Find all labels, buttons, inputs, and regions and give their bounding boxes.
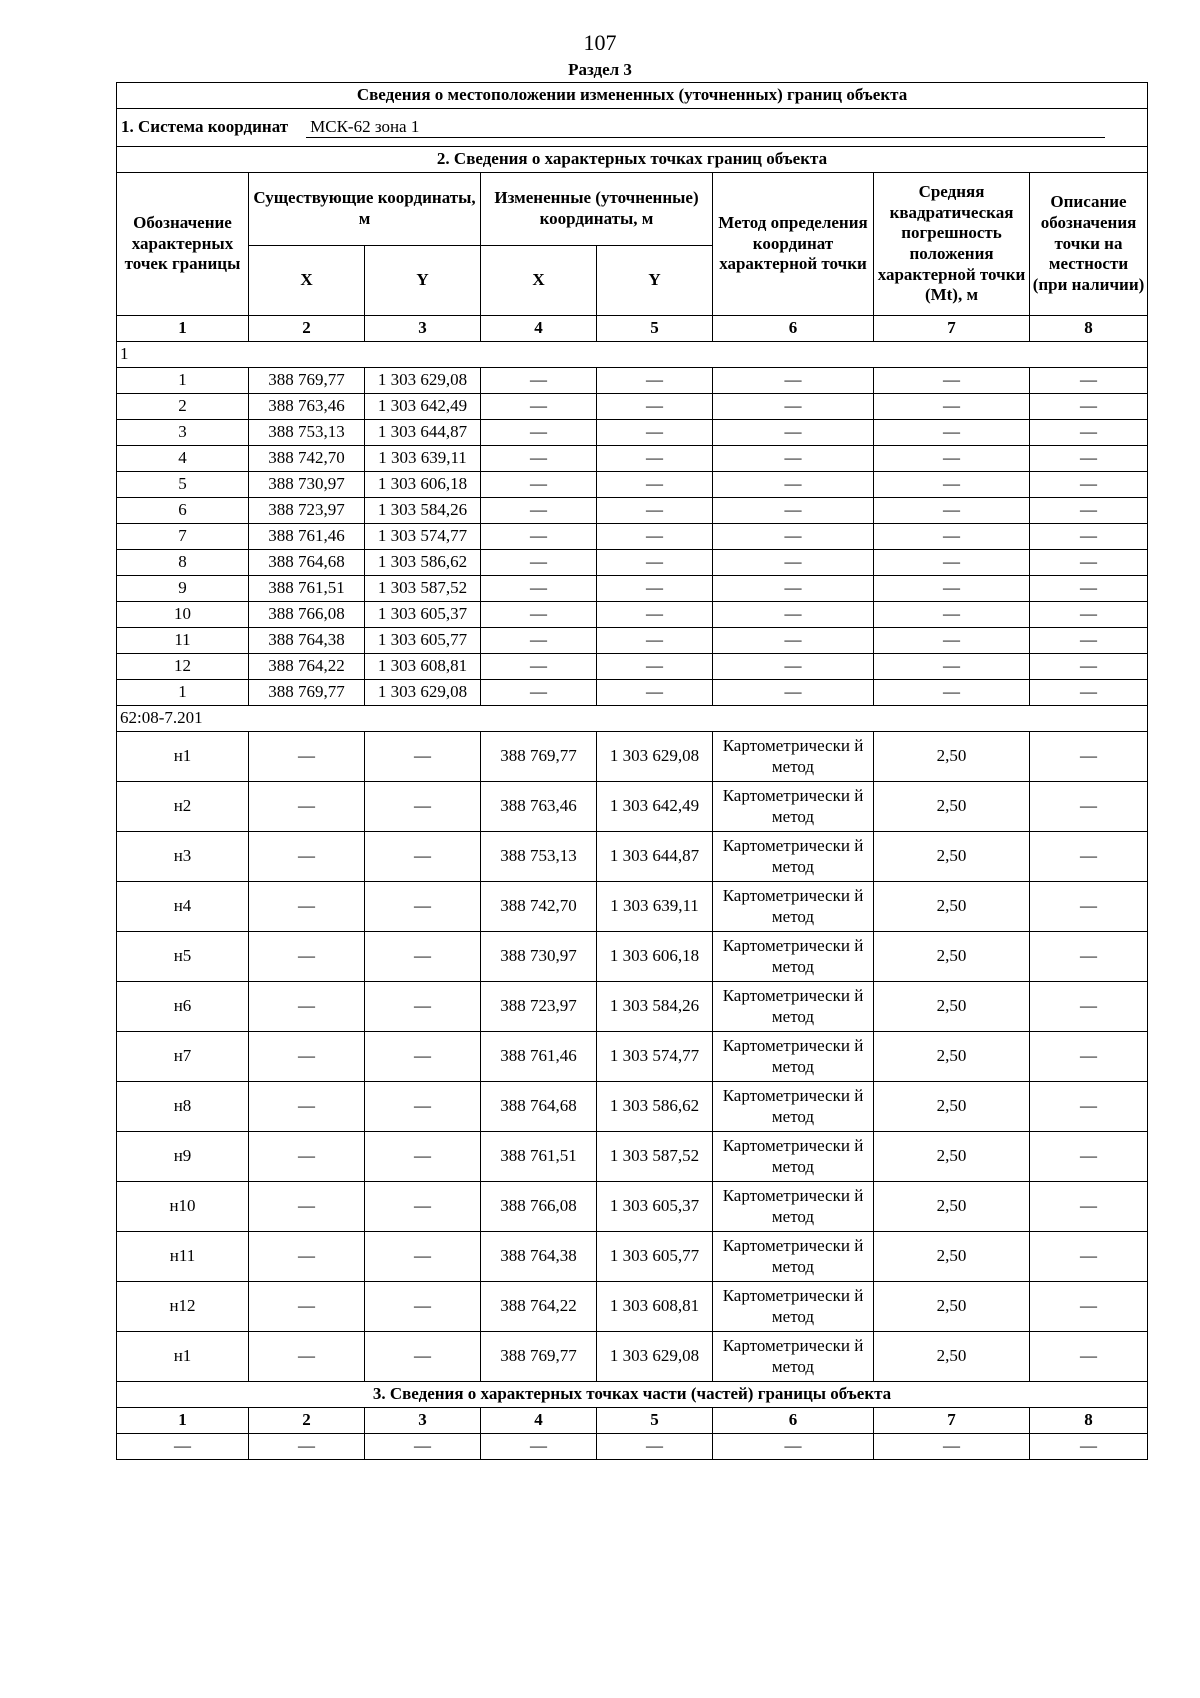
table-cell: Картометрически й метод — [713, 1182, 874, 1232]
table-cell: 388 764,68 — [249, 550, 365, 576]
table-cell: 1 303 605,37 — [597, 1182, 713, 1232]
table-cell: — — [365, 832, 481, 882]
table-cell: — — [874, 628, 1030, 654]
table-cell: — — [365, 1332, 481, 1382]
table-cell: 2,50 — [874, 832, 1030, 882]
table-cell: Картометрически й метод — [713, 1282, 874, 1332]
table-cell: — — [481, 420, 597, 446]
table-cell: н2 — [117, 782, 249, 832]
boundary-table — [116, 82, 1148, 1460]
table-cell: 388 753,13 — [249, 420, 365, 446]
column-number-cell: 5 — [597, 316, 713, 342]
table-cell: — — [713, 628, 874, 654]
column-number-cell: 6 — [713, 1408, 874, 1434]
table-cell: 388 723,97 — [481, 982, 597, 1032]
table-cell: — — [597, 394, 713, 420]
table-cell: 1 303 644,87 — [365, 420, 481, 446]
table-cell: — — [365, 1282, 481, 1332]
table-row — [117, 576, 1148, 602]
header-changed-x: X — [481, 246, 597, 316]
table-cell: — — [874, 498, 1030, 524]
table-cell: — — [249, 832, 365, 882]
table-cell: — — [713, 602, 874, 628]
table-cell: — — [365, 1032, 481, 1082]
table-cell: 388 761,51 — [481, 1132, 597, 1182]
table-cell: 388 761,51 — [249, 576, 365, 602]
table-cell: — — [597, 550, 713, 576]
table-cell: 388 730,97 — [249, 472, 365, 498]
table-cell: 388 761,46 — [249, 524, 365, 550]
table-cell: — — [1030, 1082, 1148, 1132]
table-cell: 2,50 — [874, 1182, 1030, 1232]
table-cell: — — [1030, 446, 1148, 472]
table-cell: — — [1030, 524, 1148, 550]
table-row — [117, 1232, 1148, 1282]
table-row — [117, 524, 1148, 550]
header-method: Метод определения координат характерной точки — [713, 173, 874, 316]
table-cell: — — [713, 1434, 874, 1460]
table-row — [117, 446, 1148, 472]
table-cell: — — [1030, 602, 1148, 628]
table-cell: — — [874, 472, 1030, 498]
table-cell: — — [1030, 628, 1148, 654]
table-cell: 1 303 605,77 — [365, 628, 481, 654]
table-cell: — — [597, 654, 713, 680]
header-description: Описание обозначения точки на местности (при наличии) — [1030, 173, 1148, 316]
section-title: Раздел 3 — [568, 60, 632, 79]
table-cell: — — [481, 628, 597, 654]
table-cell: — — [1030, 782, 1148, 832]
column-number-cell: 5 — [597, 1408, 713, 1434]
table-row — [117, 498, 1148, 524]
table-cell: — — [1030, 654, 1148, 680]
table-cell: — — [1030, 368, 1148, 394]
table-cell: — — [874, 680, 1030, 706]
table-cell: — — [713, 420, 874, 446]
table-cell: 5 — [117, 472, 249, 498]
table-cell: 388 763,46 — [249, 394, 365, 420]
table-row — [117, 1182, 1148, 1232]
table-cell: — — [249, 1032, 365, 1082]
table-cell: н6 — [117, 982, 249, 1032]
table-cell: — — [1030, 498, 1148, 524]
table-cell: 388 769,77 — [249, 680, 365, 706]
table-cell: — — [1030, 680, 1148, 706]
table-cell: — — [713, 498, 874, 524]
column-number-cell: 7 — [874, 1408, 1030, 1434]
table-cell: — — [597, 628, 713, 654]
table-cell: — — [481, 1434, 597, 1460]
table-row — [117, 732, 1148, 782]
table-cell: 1 303 574,77 — [365, 524, 481, 550]
table-cell: — — [249, 1082, 365, 1132]
table-cell: 388 769,77 — [481, 732, 597, 782]
table-cell: 388 769,77 — [481, 1332, 597, 1382]
column-number-row — [117, 316, 1148, 342]
table-cell: н3 — [117, 832, 249, 882]
table-cell: 1 303 587,52 — [365, 576, 481, 602]
table-cell: 2,50 — [874, 1232, 1030, 1282]
table-cell: 388 764,68 — [481, 1082, 597, 1132]
table-cell: — — [874, 394, 1030, 420]
table-cell: 1 303 586,62 — [597, 1082, 713, 1132]
coord-system-cell — [117, 109, 1148, 147]
table-cell: — — [713, 524, 874, 550]
table-cell: 388 763,46 — [481, 782, 597, 832]
table-title: Сведения о местоположении измененных (уточненных) границ объекта — [117, 83, 1148, 109]
table-row — [117, 932, 1148, 982]
table-cell: — — [249, 1232, 365, 1282]
table-row — [117, 832, 1148, 882]
table-cell: — — [249, 1332, 365, 1382]
table-cell: Картометрически й метод — [713, 1132, 874, 1182]
table-cell: Картометрически й метод — [713, 932, 874, 982]
table-cell: 1 303 605,77 — [597, 1232, 713, 1282]
table-cell: 4 — [117, 446, 249, 472]
table-cell: 2,50 — [874, 1282, 1030, 1332]
table-cell: 1 303 584,26 — [597, 982, 713, 1032]
table-cell: 1 303 642,49 — [365, 394, 481, 420]
table-cell: н4 — [117, 882, 249, 932]
table-cell: — — [365, 1434, 481, 1460]
table-cell: 2,50 — [874, 1132, 1030, 1182]
table-cell: 12 — [117, 654, 249, 680]
table-cell: — — [481, 602, 597, 628]
table-cell: 8 — [117, 550, 249, 576]
table-cell: 388 761,46 — [481, 1032, 597, 1082]
points-title-row — [117, 147, 1148, 173]
table-cell: 1 303 642,49 — [597, 782, 713, 832]
header-designation: Обозначение характерных точек границы — [117, 173, 249, 316]
table-row — [117, 982, 1148, 1032]
table-cell: — — [597, 1434, 713, 1460]
table-cell: 2,50 — [874, 982, 1030, 1032]
table-cell: Картометрически й метод — [713, 732, 874, 782]
table-cell: Картометрически й метод — [713, 982, 874, 1032]
table-title-row — [117, 83, 1148, 109]
table-cell: — — [597, 420, 713, 446]
table-cell: — — [249, 1434, 365, 1460]
table-cell: — — [365, 1132, 481, 1182]
table-cell: 1 303 629,08 — [365, 680, 481, 706]
table-cell: Картометрически й метод — [713, 1082, 874, 1132]
table-cell: — — [874, 1434, 1030, 1460]
header-error: Средняя квадратическая погрешность положения характерной точки (Mt), м — [874, 173, 1030, 316]
table-cell: н8 — [117, 1082, 249, 1132]
header-changed-y: Y — [597, 246, 713, 316]
table-cell: — — [481, 680, 597, 706]
table-cell: 2,50 — [874, 1082, 1030, 1132]
table-cell: 1 303 606,18 — [365, 472, 481, 498]
table-cell: — — [597, 498, 713, 524]
group-row-1 — [117, 342, 1148, 368]
table-cell: — — [365, 982, 481, 1032]
parts-title: 3. Сведения о характерных точках части (частей) границы объекта — [117, 1382, 1148, 1408]
page-number: 107 — [583, 30, 617, 55]
table-cell: 1 303 639,11 — [365, 446, 481, 472]
table-row — [117, 1082, 1148, 1132]
table-cell: — — [1030, 1332, 1148, 1382]
table-cell: — — [481, 394, 597, 420]
table-cell: — — [874, 368, 1030, 394]
table-cell: Картометрически й метод — [713, 832, 874, 882]
group-row-2 — [117, 706, 1148, 732]
table-cell: 7 — [117, 524, 249, 550]
table-cell: 388 723,97 — [249, 498, 365, 524]
table-cell: 1 303 586,62 — [365, 550, 481, 576]
table-cell: — — [481, 472, 597, 498]
table-cell: — — [597, 524, 713, 550]
table-cell: — — [597, 472, 713, 498]
table-cell: — — [1030, 1232, 1148, 1282]
table-cell: — — [874, 602, 1030, 628]
table-cell: — — [874, 576, 1030, 602]
table-cell: — — [481, 446, 597, 472]
table-cell: 2,50 — [874, 732, 1030, 782]
column-number-cell: 2 — [249, 316, 365, 342]
table-cell: 388 753,13 — [481, 832, 597, 882]
table-cell: — — [1030, 1182, 1148, 1232]
table-cell: 2,50 — [874, 882, 1030, 932]
table-cell: — — [1030, 932, 1148, 982]
table-cell: — — [597, 368, 713, 394]
table-cell: — — [1030, 394, 1148, 420]
points-title: 2. Сведения о характерных точках границ объекта — [117, 147, 1148, 173]
table-cell: — — [249, 1282, 365, 1332]
parts-title-row — [117, 1382, 1148, 1408]
table-cell: 1 303 644,87 — [597, 832, 713, 882]
table-cell: н7 — [117, 1032, 249, 1082]
table-cell: Картометрически й метод — [713, 1032, 874, 1082]
table-cell: Картометрически й метод — [713, 1232, 874, 1282]
table-cell: — — [874, 654, 1030, 680]
table-cell: — — [481, 654, 597, 680]
table-cell: 10 — [117, 602, 249, 628]
table-cell: — — [874, 420, 1030, 446]
table-row — [117, 1434, 1148, 1460]
table-cell: н5 — [117, 932, 249, 982]
column-number-cell: 4 — [481, 316, 597, 342]
table-cell: — — [713, 368, 874, 394]
table-row — [117, 602, 1148, 628]
table-cell: 2 — [117, 394, 249, 420]
table-cell: Картометрически й метод — [713, 1332, 874, 1382]
table-cell: н11 — [117, 1232, 249, 1282]
table-cell: н1 — [117, 732, 249, 782]
table-cell: — — [481, 576, 597, 602]
column-number-cell: 1 — [117, 316, 249, 342]
table-cell: — — [713, 472, 874, 498]
table-cell: — — [713, 446, 874, 472]
table-cell: — — [713, 680, 874, 706]
table-cell: — — [1030, 576, 1148, 602]
table-cell: — — [713, 394, 874, 420]
table-body — [117, 83, 1148, 1460]
table-cell: — — [1030, 420, 1148, 446]
table-cell: — — [874, 524, 1030, 550]
table-cell: 1 303 629,08 — [597, 732, 713, 782]
table-cell: 1 — [117, 680, 249, 706]
table-cell: 1 303 574,77 — [597, 1032, 713, 1082]
table-cell: 388 764,38 — [481, 1232, 597, 1282]
table-cell: 388 766,08 — [249, 602, 365, 628]
table-cell: 9 — [117, 576, 249, 602]
table-row — [117, 1332, 1148, 1382]
table-cell: 1 303 606,18 — [597, 932, 713, 982]
table-cell: 388 764,22 — [249, 654, 365, 680]
column-number-cell: 3 — [365, 316, 481, 342]
table-cell: 2,50 — [874, 1032, 1030, 1082]
table-cell: — — [874, 446, 1030, 472]
table-cell: н10 — [117, 1182, 249, 1232]
table-cell: 1 303 629,08 — [365, 368, 481, 394]
table-row — [117, 782, 1148, 832]
column-number-cell: 8 — [1030, 316, 1148, 342]
column-number-cell: 6 — [713, 316, 874, 342]
table-cell: — — [365, 1082, 481, 1132]
table-row — [117, 1032, 1148, 1082]
table-cell: — — [249, 882, 365, 932]
table-cell: — — [1030, 832, 1148, 882]
table-cell: — — [365, 882, 481, 932]
table-cell: — — [249, 782, 365, 832]
table-cell: 1 — [117, 368, 249, 394]
table-cell: — — [1030, 1282, 1148, 1332]
table-cell: — — [1030, 1132, 1148, 1182]
table-row — [117, 680, 1148, 706]
table-cell: 388 742,70 — [249, 446, 365, 472]
table-cell: Картометрически й метод — [713, 882, 874, 932]
table-cell: — — [249, 732, 365, 782]
header-row-1 — [117, 173, 1148, 246]
table-cell: — — [481, 368, 597, 394]
table-cell: 388 764,38 — [249, 628, 365, 654]
table-row — [117, 550, 1148, 576]
column-number-cell: 4 — [481, 1408, 597, 1434]
group-label-1: 1 — [117, 342, 1148, 368]
table-cell: 11 — [117, 628, 249, 654]
column-number-cell: 1 — [117, 1408, 249, 1434]
table-cell: 388 766,08 — [481, 1182, 597, 1232]
table-cell: — — [249, 982, 365, 1032]
table-cell: — — [1030, 550, 1148, 576]
table-cell: Картометрически й метод — [713, 782, 874, 832]
table-cell: 388 769,77 — [249, 368, 365, 394]
table-cell: н12 — [117, 1282, 249, 1332]
table-cell: — — [365, 1232, 481, 1282]
table-cell: — — [365, 1182, 481, 1232]
header-existing: Существующие координаты, м — [249, 173, 481, 246]
table-cell: 1 303 587,52 — [597, 1132, 713, 1182]
column-number-cell: 8 — [1030, 1408, 1148, 1434]
table-row — [117, 1282, 1148, 1332]
table-cell: 3 — [117, 420, 249, 446]
table-cell: — — [1030, 882, 1148, 932]
table-cell: 1 303 605,37 — [365, 602, 481, 628]
header-changed: Измененные (уточненные) координаты, м — [481, 173, 713, 246]
table-cell: н9 — [117, 1132, 249, 1182]
table-cell: 2,50 — [874, 1332, 1030, 1382]
table-cell: — — [249, 1182, 365, 1232]
table-cell: 388 742,70 — [481, 882, 597, 932]
table-cell: — — [249, 1132, 365, 1182]
column-number-cell: 2 — [249, 1408, 365, 1434]
table-row — [117, 420, 1148, 446]
table-row — [117, 882, 1148, 932]
table-cell: 6 — [117, 498, 249, 524]
table-row — [117, 394, 1148, 420]
table-cell: — — [1030, 1032, 1148, 1082]
table-cell: — — [1030, 1434, 1148, 1460]
table-cell: — — [1030, 732, 1148, 782]
table-cell: — — [874, 550, 1030, 576]
table-cell: — — [597, 446, 713, 472]
table-row — [117, 472, 1148, 498]
table-cell: — — [481, 498, 597, 524]
coord-system-label: 1. Система координат — [121, 116, 289, 136]
table-cell: — — [713, 654, 874, 680]
table-cell: — — [597, 680, 713, 706]
table-cell: — — [365, 782, 481, 832]
coord-system-row — [117, 109, 1148, 147]
coord-system-value: МСК-62 зона 1 — [306, 117, 1105, 139]
table-cell: 1 303 608,81 — [365, 654, 481, 680]
table-cell: — — [365, 932, 481, 982]
table-cell: 388 730,97 — [481, 932, 597, 982]
table-cell: 1 303 608,81 — [597, 1282, 713, 1332]
table-row — [117, 654, 1148, 680]
table-cell: — — [1030, 982, 1148, 1032]
table-cell: 1 303 639,11 — [597, 882, 713, 932]
table-cell: — — [597, 576, 713, 602]
table-cell: — — [1030, 472, 1148, 498]
table-cell: 388 764,22 — [481, 1282, 597, 1332]
table-cell: — — [597, 602, 713, 628]
table-row — [117, 368, 1148, 394]
column-number-cell: 3 — [365, 1408, 481, 1434]
table-row — [117, 628, 1148, 654]
table-cell: — — [365, 732, 481, 782]
table-cell: 2,50 — [874, 932, 1030, 982]
table-cell: — — [481, 550, 597, 576]
table-row — [117, 1132, 1148, 1182]
table-cell: — — [249, 932, 365, 982]
table-cell: — — [117, 1434, 249, 1460]
table-cell: — — [481, 524, 597, 550]
header-existing-y: Y — [365, 246, 481, 316]
group-label-2: 62:08-7.201 — [117, 706, 1148, 732]
table-cell: н1 — [117, 1332, 249, 1382]
parts-column-number-row — [117, 1408, 1148, 1434]
table-cell: — — [713, 576, 874, 602]
table-cell: 2,50 — [874, 782, 1030, 832]
table-cell: 1 303 629,08 — [597, 1332, 713, 1382]
table-cell: 1 303 584,26 — [365, 498, 481, 524]
header-existing-x: X — [249, 246, 365, 316]
column-number-cell: 7 — [874, 316, 1030, 342]
table-cell: — — [713, 550, 874, 576]
